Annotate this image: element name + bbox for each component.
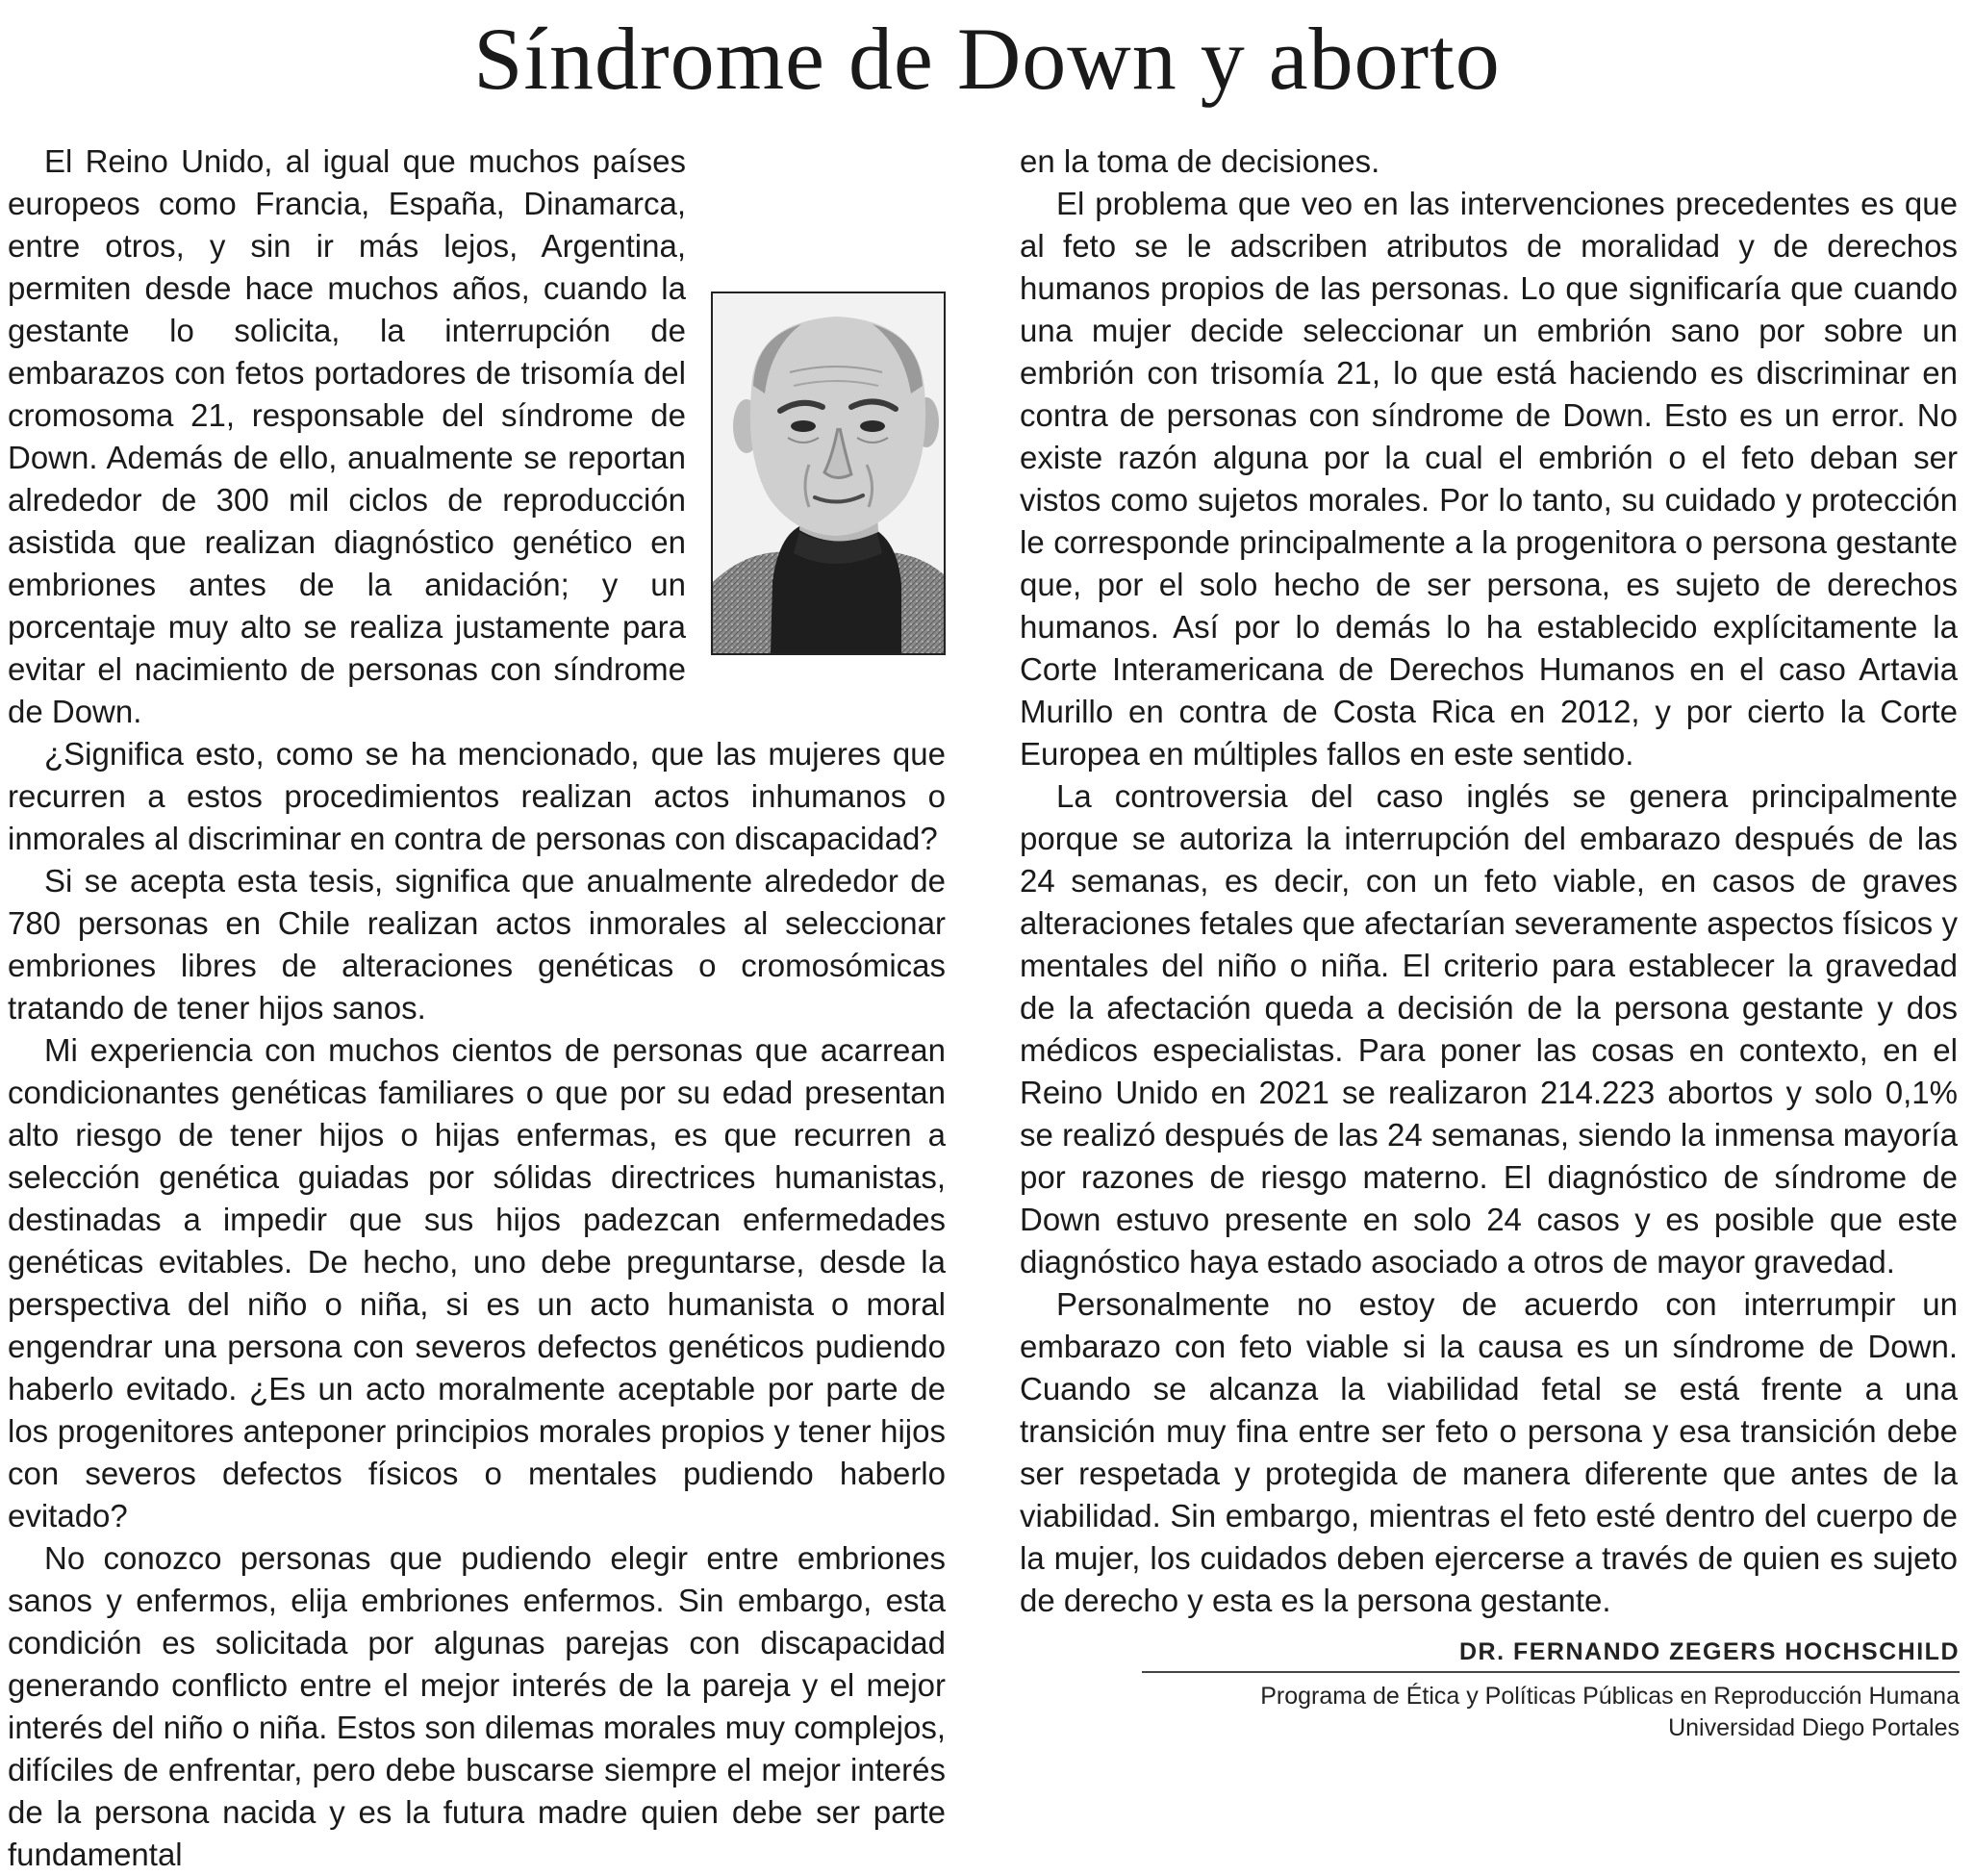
article-column-right bbox=[1020, 140, 1958, 1622]
author-affiliation-university: Universidad Diego Portales bbox=[1668, 1714, 1960, 1741]
author-signature bbox=[1142, 1635, 1960, 1744]
left-paragraph-5: No conozco personas que pudiendo elegir entre embriones sanos y enfermos, elija embriones enfermos. Sin embargo, esta condición es solicitada por algunas parejas con discapacidad generando conflicto entre el mejor interés de la pareja y el mejor interés del niño o niña. Estos son dilemas morales muy complejos, difíciles de enfrentar, pero debe buscarse siempre el mejor interés de la persona nacida y es la futura madre quien debe ser parte fundamental bbox=[8, 1540, 946, 1872]
left-paragraph-1: El Reino Unido, al igual que muchos países europeos como Francia, España, Dinamarca, entre otros, y sin ir más lejos, Argentina, permiten desde hace muchos años, cuando la gestante lo solicita, la interrupción de embarazos con fetos portadores de trisomía del cromosoma 21, responsable del síndrome de Down. Además de ello, anualmente se reportan alrededor de 300 mil ciclos de reproducción asistida que realizan diagnóstico genético en embriones antes de la anidación; y un porcentaje muy alto se realiza justamente para evitar el nacimiento de personas con síndrome de Down. bbox=[8, 143, 686, 729]
right-paragraph-2: El problema que veo en las intervenciones precedentes es que al feto se le adscriben atributos de moralidad y de derechos humanos propios de las personas. Lo que significaría que cuando una mujer decide seleccionar un embrión sano por sobre un embrión con trisomía 21, lo que está haciendo es discriminar en contra de personas con síndrome de Down. Esto es un error. No existe razón alguna por la cual el embrión o el feto deban ser vistos como sujetos morales. Por lo tanto, su cuidado y protección le corresponde principalmente a la progenitora o persona gestante que, por el solo hecho de ser persona, es sujeto de derechos humanos. Así por lo demás lo ha establecido explícitamente la Corte Interamericana de Derechos Humanos en el caso Artavia Murillo en contra de Costa Rica en 2012, y por cierto la Corte Europea en múltiples fallos en este sentido. bbox=[1020, 186, 1958, 772]
right-paragraph-4: Personalmente no estoy de acuerdo con interrumpir un embarazo con feto viable si la causa es un síndrome de Down. Cuando se alcanza la viabilidad fetal se está frente a una transición muy fina entre ser feto o persona y esa transición debe ser respetada y protegida de manera diferente que antes de la viabilidad. Sin embargo, mientras el feto esté dentro del cuerpo de la mujer, los cuidados deben ejercerse a través de quien es sujeto de derecho y esta es la persona gestante. bbox=[1020, 1286, 1958, 1618]
left-paragraph-2: ¿Significa esto, como se ha mencionado, que las mujeres que recurren a estos procedimientos realizan actos inhumanos o inmorales al discriminar en contra de personas con discapacidad? bbox=[8, 736, 946, 856]
author-name: DR. FERNANDO ZEGERS HOCHSCHILD bbox=[1458, 1638, 1960, 1665]
article-column-left bbox=[8, 140, 946, 1876]
signature-divider bbox=[1142, 1671, 1960, 1673]
article-title: Síndrome de Down y aborto bbox=[473, 10, 1501, 108]
left-paragraph-3: Si se acepta esta tesis, significa que anualmente alrededor de 780 personas en Chile realizan actos inmorales al seleccionar embriones libres de alteraciones genéticas o cromosómicas tratando de tener hijos sanos. bbox=[8, 863, 946, 1026]
author-photo bbox=[711, 292, 946, 655]
author-affiliation-program: Programa de Ética y Políticas Públicas en Reproducción Humana bbox=[1260, 1683, 1960, 1710]
right-paragraph-1: en la toma de decisiones. bbox=[1020, 143, 1380, 179]
right-paragraph-3: La controversia del caso inglés se genera principalmente porque se autoriza la interrupción del embarazo después de las 24 semanas, es decir, con un feto viable, en casos de graves alteraciones fetales que afectarían severamente aspectos físicos y mentales del niño o niña. El criterio para establecer la gravedad de la afectación queda a decisión de la persona gestante y dos médicos especialistas. Para poner las cosas en contexto, en el Reino Unido en 2021 se realizaron 214.223 abortos y solo 0,1% se realizó después de las 24 semanas, siendo la inmensa mayoría por razones de riesgo materno. El diagnóstico de síndrome de Down estuvo presente en solo 24 casos y es posible que este diagnóstico haya estado asociado a otros de mayor gravedad. bbox=[1020, 778, 1958, 1280]
left-paragraph-4: Mi experiencia con muchos cientos de personas que acarrean condicionantes genéticas familiares o que por su edad presentan alto riesgo de tener hijos o hijas enfermas, es que recurren a selección genética guiadas por sólidas directrices humanistas, destinadas a impedir que sus hijos padezcan enfermedades genéticas evitables. De hecho, uno debe preguntarse, desde la perspectiva del niño o niña, si es un acto humanista o moral engendrar una persona con severos defectos genéticos pudiendo haberlo evitado. ¿Es un acto moralmente aceptable por parte de los progenitores anteponer principios morales propios y tener hijos con severos defectos físicos o mentales pudiendo haberlo evitado? bbox=[8, 1032, 946, 1534]
